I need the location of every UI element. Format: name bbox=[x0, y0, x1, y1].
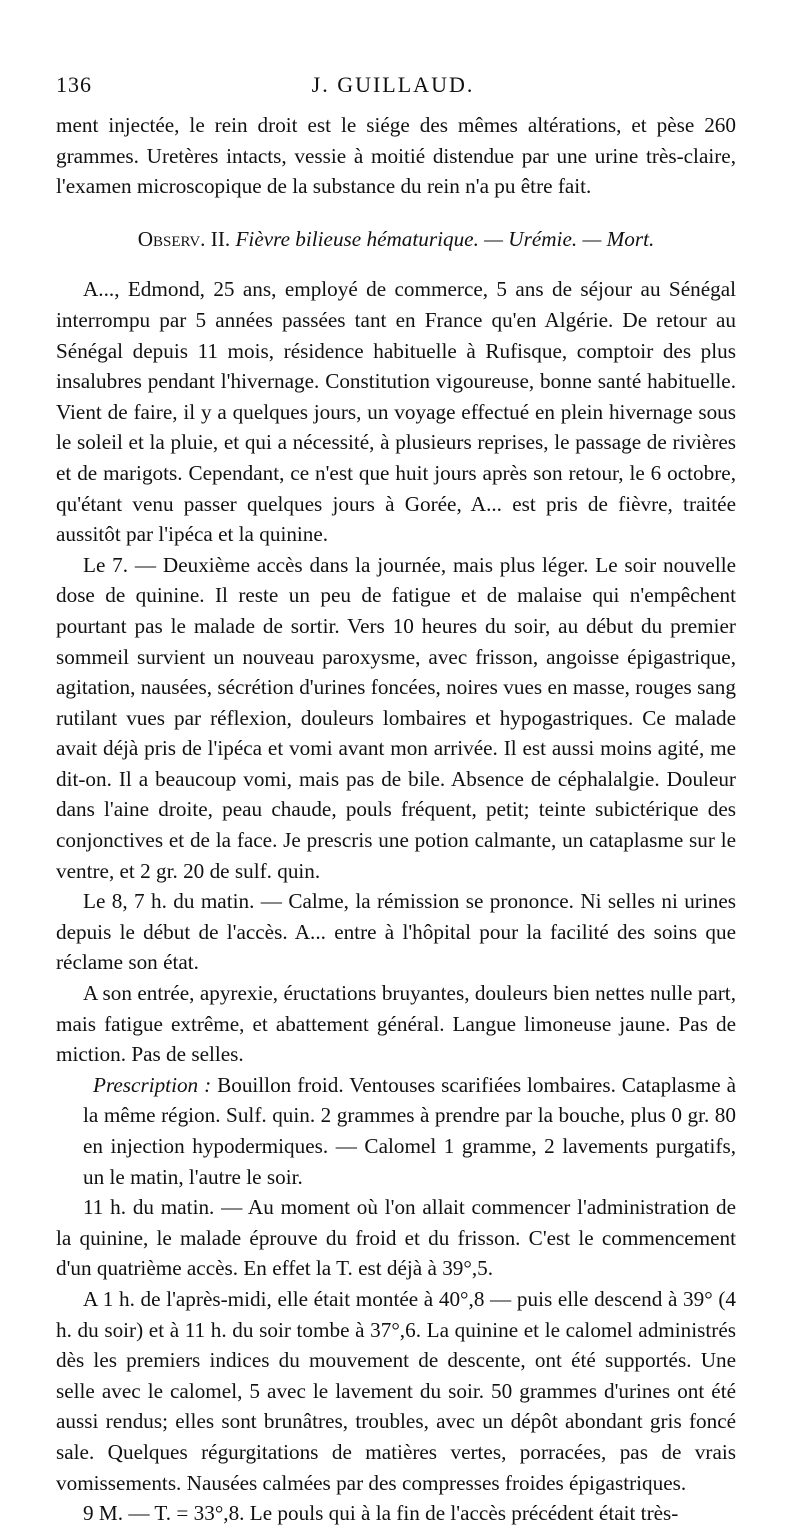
prescription-text: Bouillon froid. Ventouses scarifiées lombaires. Cataplasme à la même région. Sulf. quin. 2 grammes à prendre par la bouche, plus 0 gr. 80 en injection hypodermiques. — Calomel 1 gramme, 2 lavements purgatifs, un le matin, l'autre le soir. bbox=[83, 1072, 736, 1189]
paragraph-patient-history: A..., Edmond, 25 ans, employé de commerce, 5 ans de séjour au Sénégal interrompu par 5 années passées tant en France qu'en Algérie. De retour au Sénégal depuis 11 mois, résidence habituelle à Rufisque, comptoir des plus insalubres pendant l'hivernage. Constitution vigoureuse, bonne santé habituelle. Vient de faire, il y a quelques jours, un voyage effectué en plein hivernage sous le soleil et la pluie, et qui a nécessité, à plusieurs reprises, le passage de rivières et de marigots. Cependant, ce n'est que huit jours après son retour, le 6 octobre, qu'étant venu passer quelques jours à Gorée, A... est pris de fièvre, traitée aussitôt par l'ipéca et la quinine. bbox=[56, 277, 736, 547]
observation-label: Observ. II. bbox=[137, 226, 231, 251]
paragraph-11h: 11 h. du matin. — Au moment où l'on allait commencer l'administration de la quinine, le malade éprouve du froid et du frisson. C'est le commencement d'un quatrième accès. En effet la T. est déjà à 39°,5. bbox=[56, 1195, 736, 1281]
running-title: J. GUILLAUD. bbox=[311, 72, 475, 97]
observation-heading bbox=[56, 224, 736, 255]
paragraph-day-7: Le 7. — Deuxième accès dans la journée, mais plus léger. Le soir nouvelle dose de quinine. Il reste un peu de fatigue et de malaise qui n'empêchent pourtant pas le malade de sortir. Vers 10 heures du soir, au début du premier sommeil survient un nouveau paroxysme, avec frisson, angoisse épigastrique, agitation, nausées, sécrétion d'urines foncées, noires vues en masse, rouges sang rutilant vues par réflexion, douleurs lombaires et hypogastriques. Ce malade avait déjà pris de l'ipéca et vomi avant mon arrivée. Il est aussi moins agité, me dit-on. Il a beaucoup vomi, mais pas de bile. Absence de céphalalgie. Douleur dans l'aine droite, peau chaude, pouls fréquent, petit; teinte subictérique des conjonctives et de la face. Je prescris une potion calmante, un cataplasme sur le ventre, et 2 gr. 20 de sulf. quin. bbox=[56, 552, 736, 883]
paragraph-day-9: 9 M. — T. = 33°,8. Le pouls qui à la fin de l'accès précédent était très- bbox=[83, 1501, 679, 1526]
intro-paragraph: ment injectée, le rein droit est le siége des mêmes altérations, et pèse 260 grammes. Uretères intacts, vessie à moitié distendue par une urine très-claire, l'examen microscopique de la substance du rein n'a pu être fait. bbox=[56, 113, 736, 199]
paragraph-day-8: Le 8, 7 h. du matin. — Calme, la rémission se prononce. Ni selles ni urines depuis le début de l'accès. A... entre à l'hôpital pour la facilité des soins que réclame son état. bbox=[56, 889, 736, 975]
page-number: 136 bbox=[56, 72, 92, 97]
paragraph-afternoon: A 1 h. de l'après-midi, elle était montée à 40°,8 — puis elle descend à 39° (4 h. du soir) et à 11 h. du soir tombe à 37°,6. La quinine et le calomel administrés dès les premiers indices du mouvement de descente, ont été supportés. Une selle avec le calomel, 5 avec le lavement du soir. 50 grammes d'urines ont été aussi rendus; elles sont brunâtres, troubles, avec un dépôt abondant gris foncé sale. Quelques régurgitations de matières vertes, porracées, pas de vrais vomissements. Nausées calmées par des compresses froides épigastriques. bbox=[56, 1286, 736, 1495]
prescription-label: Prescription : bbox=[93, 1072, 212, 1097]
paragraph-admission: A son entrée, apyrexie, éructations bruyantes, douleurs bien nettes nulle part, mais fatigue extrême, et abattement général. Langue limoneuse jaune. Pas de miction. Pas de selles. bbox=[56, 981, 736, 1067]
prescription-block bbox=[56, 1070, 736, 1192]
observation-title: Fièvre bilieuse hématurique. — Urémie. — Mort. bbox=[235, 226, 655, 251]
running-header bbox=[56, 72, 730, 108]
text-body bbox=[56, 110, 736, 1529]
